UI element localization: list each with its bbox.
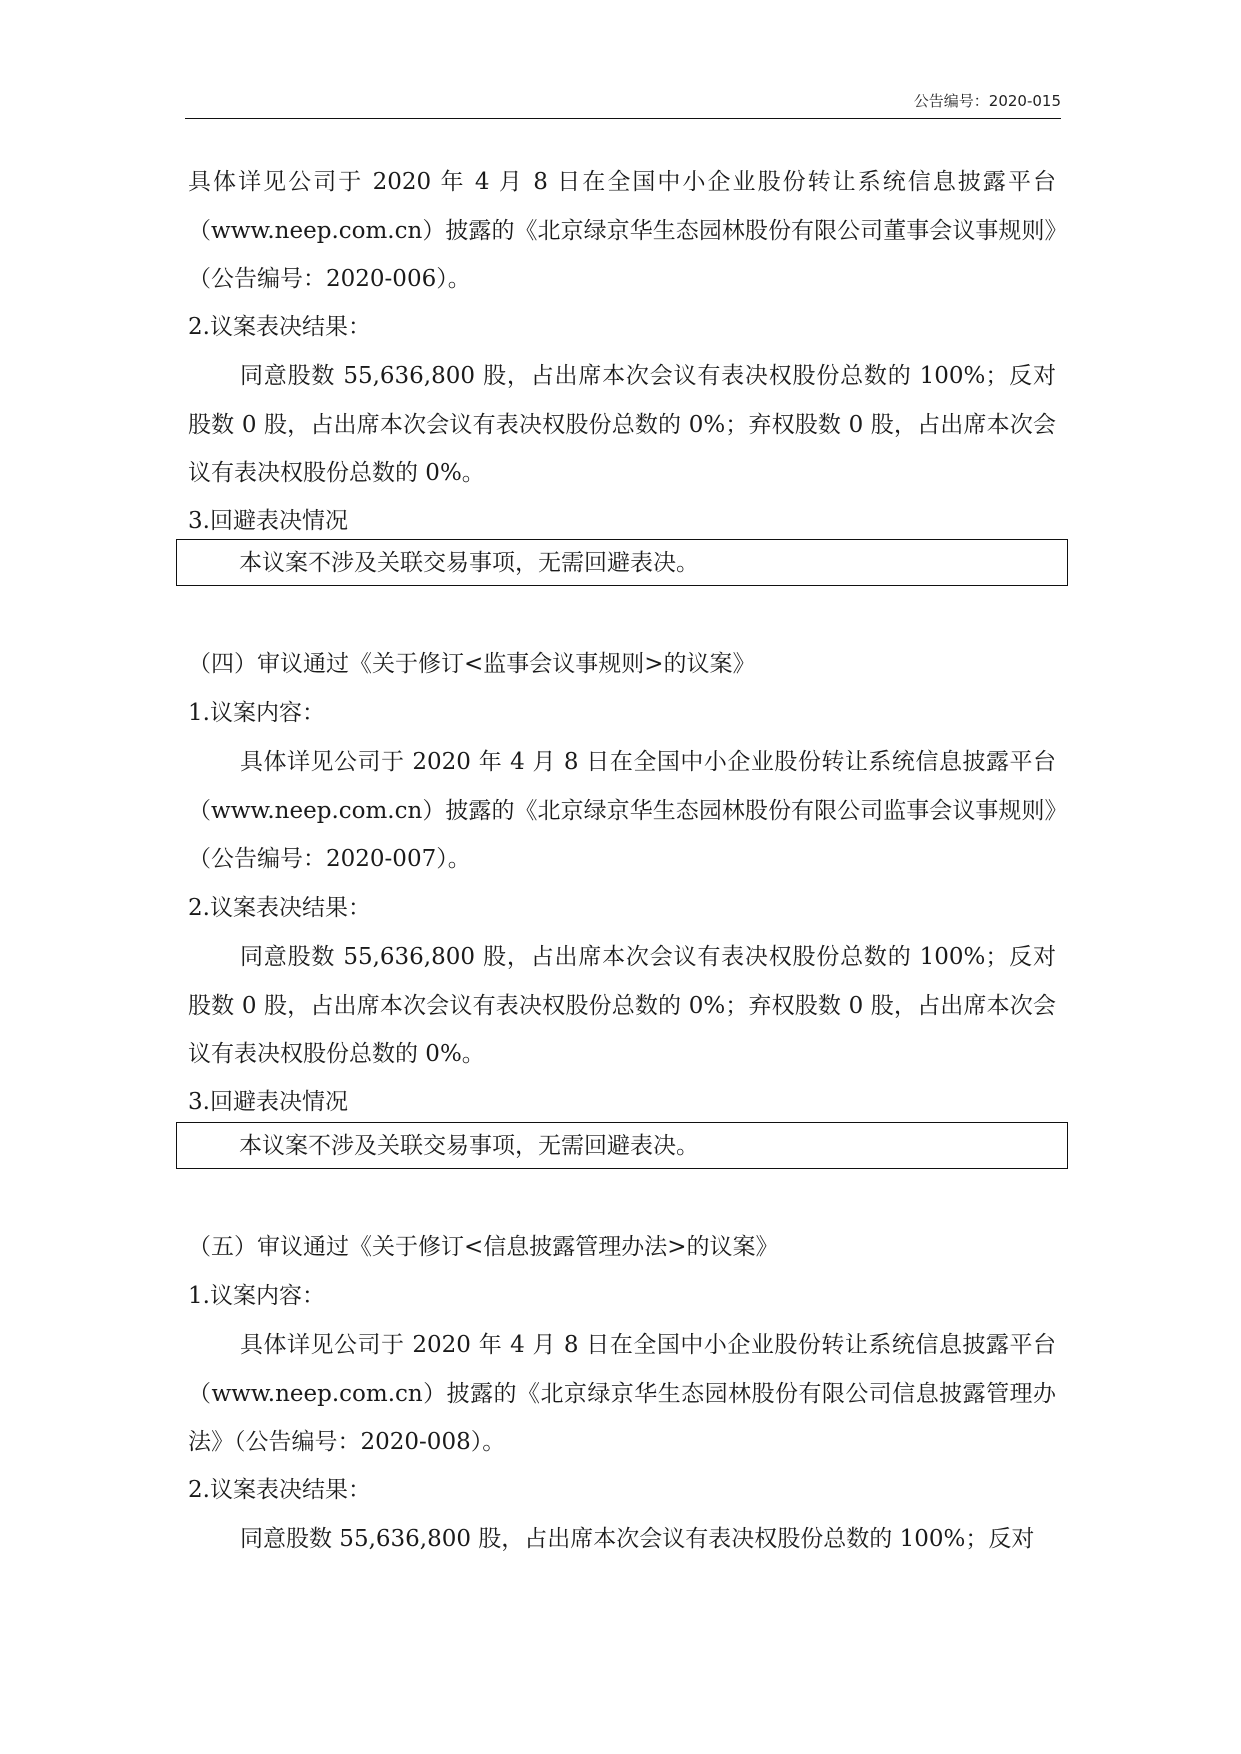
section-subheading: 2.议案表决结果： [188, 314, 371, 340]
section-subheading: 3.回避表决情况 [188, 1089, 348, 1115]
body-paragraph: 具体详见公司于 2020 年 4 月 8 日在全国中小企业股份转让系统信息披露平台（www.neep.com.cn）披露的《北京绿京华生态园林股份有限公司信息披露管理办法》（公告编号：2020-008）。 [188, 1332, 1056, 1455]
section-subheading: 2.议案表决结果： [188, 1477, 371, 1503]
header-rule [185, 118, 1061, 119]
recusal-text: 本议案不涉及关联交易事项，无需回避表决。 [239, 1133, 699, 1159]
vote-result-paragraph: 同意股数 55,636,800 股，占出席本次会议有表决权股份总数的 100%；反对股数 0 股，占出席本次会议有表决权股份总数的 0%；弃权股数 0 股，占出席本次会议有表决权股份总数的 0%。 [188, 363, 1056, 486]
section-heading: （五）审议通过《关于修订<信息披露管理办法>的议案》 [188, 1234, 779, 1260]
vote-result-paragraph: 同意股数 55,636,800 股，占出席本次会议有表决权股份总数的 100%；反对股数 0 股，占出席本次会议有表决权股份总数的 0%；弃权股数 0 股，占出席本次会议有表决权股份总数的 0%。 [188, 944, 1056, 1067]
section-subheading: 1.议案内容： [188, 1283, 325, 1309]
section-heading: （四）审议通过《关于修订<监事会议事规则>的议案》 [188, 651, 756, 677]
section-subheading: 2.议案表决结果： [188, 895, 371, 921]
section-subheading: 3.回避表决情况 [188, 508, 348, 534]
vote-result-paragraph: 同意股数 55,636,800 股，占出席本次会议有表决权股份总数的 100%；反对 [240, 1526, 1035, 1552]
recusal-text: 本议案不涉及关联交易事项，无需回避表决。 [239, 550, 699, 576]
body-paragraph: 具体详见公司于 2020 年 4 月 8 日在全国中小企业股份转让系统信息披露平台（www.neep.com.cn）披露的《北京绿京华生态园林股份有限公司董事会议事规则》（公告编号：2020-006）。 [188, 169, 1056, 292]
recusal-box [176, 539, 1068, 586]
section-subheading: 1.议案内容： [188, 700, 325, 726]
body-paragraph: 具体详见公司于 2020 年 4 月 8 日在全国中小企业股份转让系统信息披露平台（www.neep.com.cn）披露的《北京绿京华生态园林股份有限公司监事会议事规则》（公告编号：2020-007）。 [188, 749, 1056, 872]
announcement-number: 公告编号：2020-015 [913, 92, 1061, 110]
recusal-box [176, 1122, 1068, 1169]
